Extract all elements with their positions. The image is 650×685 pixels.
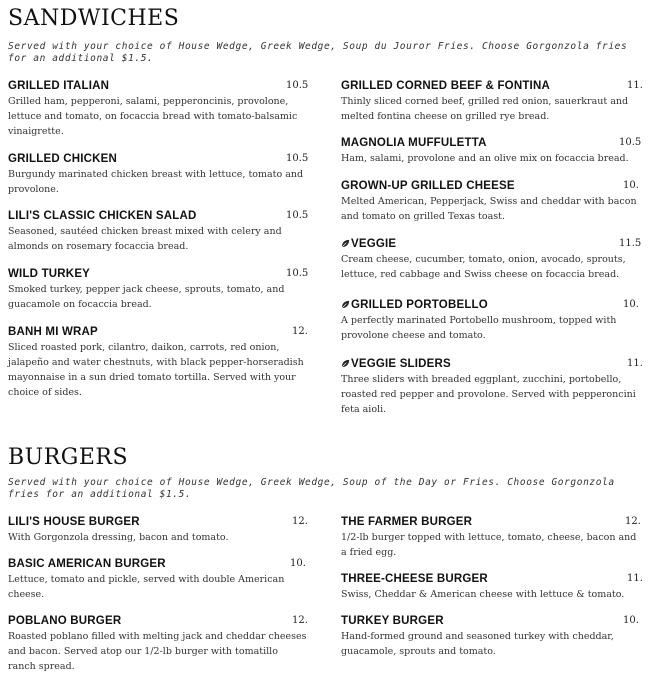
item-price: 11.	[627, 573, 643, 584]
item-description: Cream cheese, cucumber, tomato, onion, avocado, sprouts, lettuce, red cabbage and Swiss cheese on focaccia bread.	[341, 254, 626, 280]
item-price: 10.5	[286, 268, 309, 279]
item-description: Burgundy marinated chicken breast with lettuce, tomato and provolone.	[8, 169, 304, 195]
item-name: GROWN-UP GRILLED CHEESE	[341, 180, 515, 192]
menu-item	[341, 80, 641, 124]
menu-item	[341, 299, 641, 343]
item-price: 12.	[292, 326, 308, 337]
item-name: MAGNOLIA MUFFULETTA	[341, 137, 487, 149]
menu-item	[341, 516, 641, 560]
menu-item	[8, 615, 308, 674]
menu-item	[8, 153, 308, 197]
item-name	[341, 358, 641, 370]
sandwiches-note: Served with your choice of House Wedge, Greek Wedge, Soup du Jouror Fries. Choose Gorgonzola fries for an additional $1.5.	[8, 41, 628, 64]
item-price: 10.5	[286, 80, 309, 91]
item-name: TURKEY BURGER	[341, 615, 444, 627]
item-name: POBLANO BURGER	[8, 615, 122, 627]
menu-item	[8, 516, 308, 545]
item-price: 12.	[625, 516, 641, 527]
item-description: Hand-formed ground and seasoned turkey with cheddar, guacamole, sprouts and tomato.	[341, 631, 614, 657]
item-name	[341, 238, 641, 250]
item-description: Melted American, Pepperjack, Swiss and cheddar with bacon and tomato on grilled Texas toast.	[341, 196, 637, 222]
burgers-note: Served with your choice of House Wedge, Greek Wedge, Soup of the Day or Fries. Choose Gorgonzola fries for an additional $1.5.	[8, 477, 615, 500]
burgers-title: BURGERS	[8, 445, 129, 470]
item-price: 10.	[623, 615, 639, 626]
item-price: 10.5	[286, 153, 309, 164]
menu-item	[8, 326, 308, 400]
item-name-text: VEGGIE SLIDERS	[351, 358, 451, 370]
item-description: Lettuce, tomato and pickle, served with double American cheese.	[8, 574, 285, 600]
item-name: WILD TURKEY	[8, 268, 91, 280]
item-price: 12.	[292, 615, 308, 626]
leaf-icon	[341, 359, 350, 368]
item-name-text: GRILLED PORTOBELLO	[351, 299, 488, 311]
item-name: GRILLED ITALIAN	[8, 80, 110, 92]
item-price: 11.	[627, 80, 643, 91]
item-description: Three sliders with breaded eggplant, zucchini, portobello, roasted red pepper and provolone. Served with pepperoncini feta aioli.	[341, 374, 636, 415]
item-description: With Gorgonzola dressing, bacon and tomato.	[8, 532, 229, 543]
item-description: Sliced roasted pork, cilantro, daikon, carrots, red onion, jalapeño and water chestnuts, with black pepper-horseradish mayonnaise in a sun dried tomato tortilla. Served with your choice of sides.	[8, 342, 304, 398]
item-description: Ham, salami, provolone and an olive mix on focaccia bread.	[341, 153, 629, 164]
menu-item	[341, 615, 641, 659]
item-name: LILI'S CLASSIC CHICKEN SALAD	[8, 210, 197, 222]
menu-item	[341, 238, 641, 282]
item-price: 10.	[623, 180, 639, 191]
menu-item	[8, 558, 308, 602]
item-price: 10.5	[286, 210, 309, 221]
leaf-icon	[341, 239, 350, 248]
item-price: 10.	[623, 299, 639, 310]
leaf-icon	[341, 300, 350, 309]
sandwiches-title: SANDWICHES	[8, 6, 180, 31]
item-description: 1/2-lb burger topped with lettuce, tomato, cheese, bacon and a fried egg.	[341, 532, 637, 558]
item-description: Thinly sliced corned beef, grilled red onion, sauerkraut and melted fontina cheese on grilled rye bread.	[341, 96, 629, 122]
item-description: Smoked turkey, pepper jack cheese, sprouts, tomato, and guacamole on focaccia bread.	[8, 284, 285, 310]
item-price: 11.5	[619, 238, 642, 249]
item-price: 10.5	[619, 137, 642, 148]
item-description: Grilled ham, pepperoni, salami, pepperoncinis, provolone, lettuce and tomato, on focaccia bread with tomato-balsamic vinaigrette.	[8, 96, 298, 137]
item-description: A perfectly marinated Portobello mushroom, topped with provolone cheese and tomato.	[341, 315, 617, 341]
menu-item	[341, 137, 641, 166]
menu-item	[341, 573, 641, 602]
item-name: LILI'S HOUSE BURGER	[8, 516, 140, 528]
item-name-text: VEGGIE	[351, 238, 397, 250]
item-name: BANH MI WRAP	[8, 326, 98, 338]
menu-item	[341, 358, 641, 417]
menu-item	[8, 268, 308, 312]
item-name: THE FARMER BURGER	[341, 516, 473, 528]
menu-item	[8, 210, 308, 254]
item-name: BASIC AMERICAN BURGER	[8, 558, 166, 570]
item-name: GRILLED CORNED BEEF & FONTINA	[341, 80, 550, 92]
item-description: Swiss, Cheddar & American cheese with lettuce & tomato.	[341, 589, 625, 600]
item-name: THREE-CHEESE BURGER	[341, 573, 488, 585]
item-price: 11.	[627, 358, 643, 369]
item-description: Roasted poblano filled with melting jack and cheddar cheeses and bacon. Served atop our 1/2-lb burger with tomatillo ranch spread.	[8, 631, 307, 672]
menu-item	[8, 80, 308, 139]
item-price: 10.	[290, 558, 306, 569]
item-price: 12.	[292, 516, 308, 527]
menu-item	[341, 180, 641, 224]
item-name	[341, 299, 641, 311]
item-description: Seasoned, sautéed chicken breast mixed with celery and almonds on rosemary focaccia bread.	[8, 226, 282, 252]
item-name: GRILLED CHICKEN	[8, 153, 118, 165]
